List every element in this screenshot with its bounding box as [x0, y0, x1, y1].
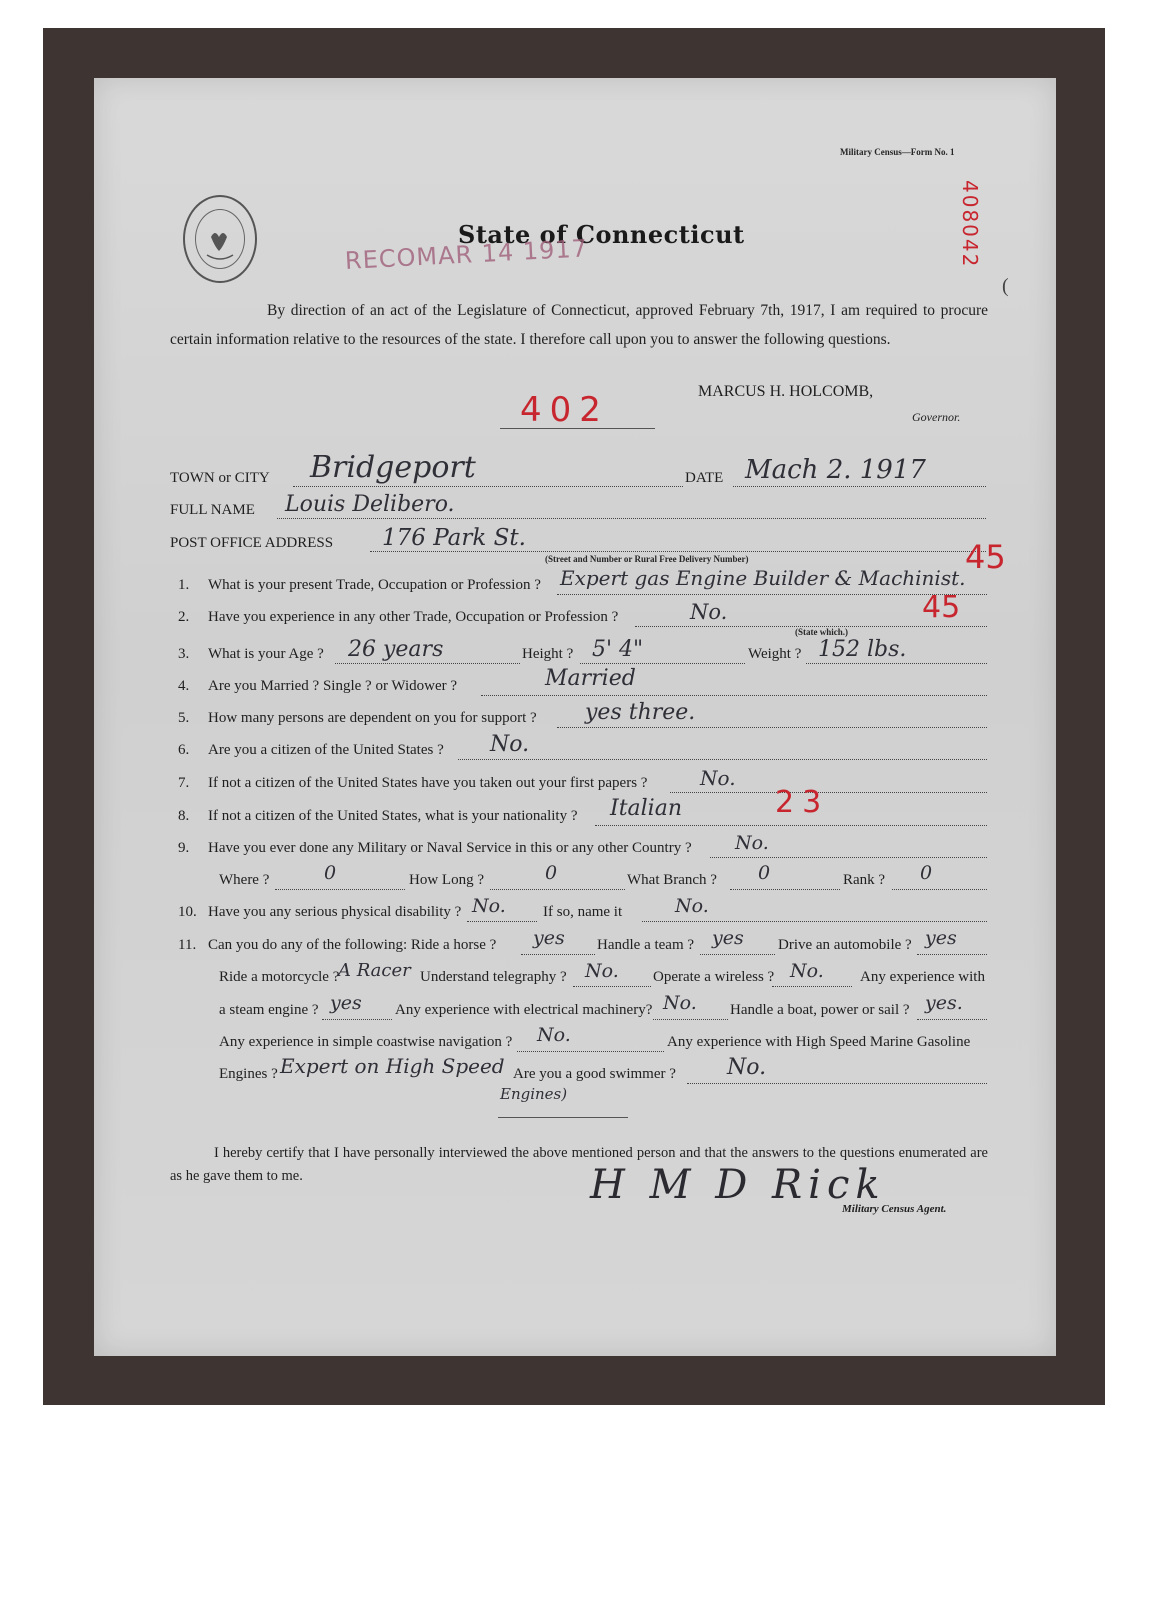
marine-engines-value: Expert on High Speed: [280, 1054, 505, 1078]
rank-label: Rank ?: [843, 872, 886, 888]
if-so-label: If so, name it: [543, 904, 623, 920]
q8-answer: Italian: [610, 796, 683, 821]
motorcycle-value: A Racer: [338, 960, 411, 981]
q10-number: 10.: [178, 904, 197, 920]
boat-label: Handle a boat, power or sail ?: [730, 1002, 910, 1018]
agent-signature: H M D Rick: [590, 1162, 886, 1208]
state-seal-icon: [183, 195, 257, 283]
q5-answer: yes three.: [585, 700, 696, 725]
q6-number: 6.: [178, 742, 190, 758]
certify-paragraph: I hereby certify that I have personally interviewed the above mentioned person and that the answers to the questions enumerated are as he gave them to me.: [170, 1145, 988, 1184]
where-label: Where ?: [219, 872, 270, 888]
post-office-label: POST OFFICE ADDRESS: [170, 535, 334, 551]
boat-value: yes.: [925, 992, 963, 1014]
q5-label: How many persons are dependent on you for support ?: [208, 710, 537, 726]
electrical-label: Any experience with electrical machinery?: [395, 1002, 653, 1018]
q2-number: 2.: [178, 609, 190, 625]
date-value: Mach 2. 1917: [745, 455, 926, 485]
red-number-top: 402: [520, 390, 609, 430]
coastwise-label: Any experience in simple coastwise navigation ?: [219, 1034, 513, 1050]
steam-value: yes: [330, 992, 362, 1014]
how-long-value: 0: [545, 862, 558, 884]
q1-label: What is your present Trade, Occupation or Profession ?: [208, 577, 541, 593]
steam-label: a steam engine ?: [219, 1002, 319, 1018]
q5-number: 5.: [178, 710, 190, 726]
q4-label: Are you Married ? Single ? or Widower ?: [208, 678, 458, 694]
date-label: DATE: [685, 470, 724, 486]
q10-label: Have you any serious physical disability ?: [208, 904, 462, 920]
q6-answer: No.: [490, 732, 530, 757]
q9-label: Have you ever done any Military or Naval Service in this or any other Country ?: [208, 840, 692, 856]
wireless-value: No.: [790, 960, 824, 982]
handle-team-label: Handle a team ?: [597, 937, 695, 953]
drive-auto-label: Drive an automobile ?: [778, 937, 912, 953]
age-value: 26 years: [348, 637, 444, 662]
ride-moto-label: Ride a motorcycle ?: [219, 969, 340, 985]
q9-answer: No.: [735, 832, 769, 854]
q7-number: 7.: [178, 775, 190, 791]
town-label: TOWN or CITY: [170, 470, 270, 486]
q7-answer: No.: [700, 766, 736, 790]
address-value: 176 Park St.: [382, 525, 526, 551]
q10-answer: No.: [472, 895, 506, 917]
height-label: Height ?: [522, 646, 574, 662]
where-value: 0: [324, 862, 337, 884]
q4-number: 4.: [178, 678, 190, 694]
q3-label: What is your Age ?: [208, 646, 324, 662]
telegraphy-label: Understand telegraphy ?: [420, 969, 567, 985]
swimmer-value: No.: [727, 1055, 767, 1080]
pencil-mark: (: [1002, 275, 1009, 297]
marine-label: Any experience with High Speed Marine Gasoline: [667, 1034, 971, 1050]
q4-answer: Married: [545, 666, 636, 691]
state-which-note: (State which.): [795, 627, 848, 637]
governor-title: Governor.: [912, 410, 961, 424]
q1-number: 1.: [178, 577, 190, 593]
agent-title: Military Census Agent.: [842, 1203, 947, 1215]
q3-number: 3.: [178, 646, 190, 662]
full-name-value: Louis Delibero.: [285, 492, 455, 517]
name-it-value: No.: [675, 895, 709, 917]
governor-name: MARCUS H. HOLCOMB,: [698, 383, 874, 400]
page-title: State of Connecticut: [458, 220, 745, 249]
full-name-label: FULL NAME: [170, 502, 255, 518]
q7-label: If not a citizen of the United States have you taken out your first papers ?: [208, 775, 648, 791]
branch-value: 0: [758, 862, 771, 884]
height-value: 5' 4": [592, 637, 644, 662]
telegraphy-value: No.: [585, 960, 619, 982]
q2-label: Have you experience in any other Trade, Occupation or Profession ?: [208, 609, 619, 625]
engines-label: Engines ?: [219, 1066, 278, 1082]
address-note: (Street and Number or Rural Free Delivery Number): [545, 554, 749, 564]
q6-label: Are you a citizen of the United States ?: [208, 742, 444, 758]
received-stamp: RECOMAR 14 1917: [344, 234, 589, 275]
rank-value: 0: [920, 862, 933, 884]
what-branch-label: What Branch ?: [627, 872, 717, 888]
wireless-label: Operate a wireless ?: [653, 969, 775, 985]
weight-label: Weight ?: [748, 646, 802, 662]
q11-label: Can you do any of the following: Ride a horse ?: [208, 937, 497, 953]
horse-value: yes: [533, 927, 565, 949]
team-value: yes: [712, 927, 744, 949]
marine-engines-value-2: Engines): [500, 1085, 568, 1103]
red-mark-q1: 45: [965, 538, 1006, 576]
q11-number: 11.: [178, 937, 197, 953]
automobile-value: yes: [925, 927, 957, 949]
serial-number: 408042: [958, 180, 982, 269]
q9-number: 9.: [178, 840, 190, 856]
form-id: Military Census—Form No. 1: [840, 147, 955, 157]
coastwise-value: No.: [537, 1024, 571, 1046]
electrical-value: No.: [663, 992, 697, 1014]
swimmer-label: Are you a good swimmer ?: [513, 1066, 676, 1082]
any-exp-label: Any experience with: [860, 969, 985, 985]
town-value: Bridgeport: [310, 450, 476, 485]
q2-answer: No.: [690, 600, 728, 624]
intro-paragraph: By direction of an act of the Legislature of Connecticut, approved February 7th, 1917, I am required to procure certain information relative to the resources of the state. I therefore call upon you to answer the following questions.: [170, 302, 988, 348]
how-long-label: How Long ?: [409, 872, 484, 888]
red-mark-q8: 23: [775, 785, 830, 820]
red-mark-q2: 45: [922, 590, 961, 625]
q8-number: 8.: [178, 808, 190, 824]
q8-label: If not a citizen of the United States, what is your nationality ?: [208, 808, 578, 824]
weight-value: 152 lbs.: [818, 637, 907, 662]
q1-answer: Expert gas Engine Builder & Machinist.: [560, 566, 966, 590]
